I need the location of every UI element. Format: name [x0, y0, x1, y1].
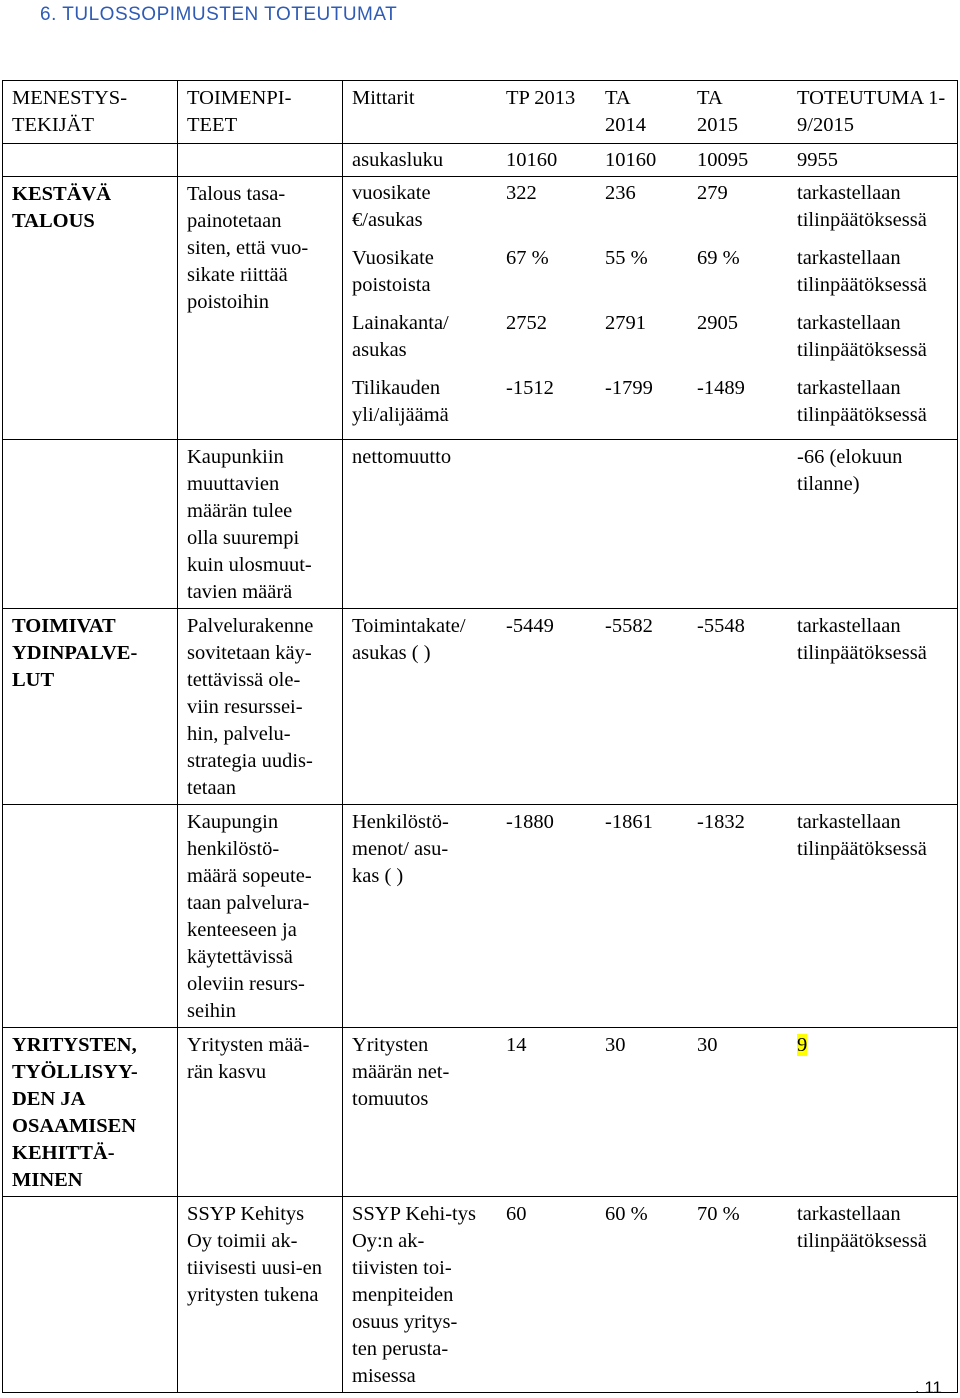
header-ta2015: TA 2015	[697, 87, 738, 136]
row-tp2013: -1512	[506, 377, 554, 399]
row-toteutuma: 9955	[797, 149, 838, 171]
row-tp2013: -1880	[506, 811, 554, 833]
table-row	[3, 1197, 958, 1393]
table-row	[3, 177, 958, 440]
row-ta2015: -5548	[697, 615, 745, 637]
highlighted-value: 9	[797, 1034, 808, 1056]
row-tp2013: 322	[506, 182, 537, 204]
header-toteutuma: TOTEUTUMA 1-9/2015	[797, 87, 946, 136]
section-heading: 6. TULOSSOPIMUSTEN TOTEUTUMAT	[40, 4, 398, 25]
row-toteutuma: tarkastellaan tilinpäätöksessä	[797, 377, 927, 426]
row-toteutuma: tarkastellaan tilinpäätöksessä	[797, 1203, 927, 1252]
row-toteutuma: tarkastellaan tilinpäätöksessä	[797, 312, 927, 361]
action-ssyp: SSYP Kehitys Oy toimii ak-tiivisesti uusi-en yritysten tukena	[178, 1197, 343, 1393]
table-row	[3, 144, 958, 177]
table-row	[3, 805, 958, 1028]
row-measure: Toimintakate/ asukas ( )	[352, 615, 466, 664]
row-ta2015: 10095	[697, 149, 749, 171]
row-ta2014: 55 %	[605, 247, 648, 269]
factor-toimivat-ydinpalvelut: TOIMIVAT YDINPALVE-LUT	[3, 609, 178, 805]
row-ta2014: -1799	[605, 377, 653, 399]
results-table	[2, 80, 958, 1393]
header-ta2014: TA 2014	[605, 87, 646, 136]
row-tp2013: 2752	[506, 312, 547, 334]
factor-yritysten-kehittaminen: YRITYSTEN, TYÖLLISYY-DEN JA OSAAMISEN KEHITTÄ-MINEN	[3, 1028, 178, 1197]
row-ta2014: -5582	[605, 615, 653, 637]
row-ta2015: 2905	[697, 312, 738, 334]
action-yritysten-kasvu: Yritysten mää-rän kasvu	[178, 1028, 343, 1197]
table-header-row	[3, 81, 958, 144]
row-tp2013: 67 %	[506, 247, 549, 269]
action-palvelurakenne: Palvelurakenne sovitetaan käy-tettävissä ole-viin resurssei-hin, palvelu-strategia uudis-tetaan	[178, 609, 343, 805]
row-ta2014: -1861	[605, 811, 653, 833]
row-ta2015: 70 %	[697, 1203, 740, 1225]
row-measure: Henkilöstö-menot/ asu-kas ( )	[352, 811, 449, 887]
action-talous: Talous tasa-painotetaan siten, että vuo-sikate riittää poistoihin	[178, 177, 343, 440]
row-tp2013: 10160	[506, 149, 558, 171]
row-measure: Lainakanta/ asukas	[352, 312, 449, 361]
row-measure: Yritysten määrän net-tomuutos	[352, 1034, 450, 1110]
row-ta2015: 30	[697, 1034, 718, 1056]
header-mittarit: Mittarit	[352, 87, 415, 109]
row-ta2015: 279	[697, 182, 728, 204]
row-measure: SSYP Kehi-tys Oy:n ak-tiivisten toi-menpiteiden osuus yritys-ten perusta-misessa	[352, 1203, 476, 1387]
row-measure: nettomuutto	[352, 446, 452, 468]
row-measure: Vuosikate poistoista	[352, 247, 434, 296]
page-number: . 11	[914, 1378, 942, 1397]
row-ta2014: 2791	[605, 312, 646, 334]
header-tp2013: TP 2013	[506, 87, 576, 109]
table-row	[3, 1028, 958, 1197]
row-ta2014: 60 %	[605, 1203, 648, 1225]
row-ta2015: -1832	[697, 811, 745, 833]
row-toteutuma: tarkastellaan tilinpäätöksessä	[797, 615, 927, 664]
table-row	[3, 440, 958, 609]
header-menestystekijat: MENESTYS-TEKIJÄT	[3, 81, 178, 144]
table-row	[3, 609, 958, 805]
row-ta2014	[605, 444, 697, 498]
row-toteutuma: tarkastellaan tilinpäätöksessä	[797, 182, 927, 231]
row-measure: asukasluku	[352, 149, 444, 171]
row-tp2013: 14	[506, 1034, 527, 1056]
action-henkilosto: Kaupungin henkilöstö-määrä sopeute-taan palvelura-kenteeseen ja käytettävissä oleviin resurs-seihin	[178, 805, 343, 1028]
row-toteutuma: -66 (elokuun tilanne)	[797, 446, 903, 495]
row-tp2013: 60	[506, 1203, 527, 1225]
row-toteutuma	[797, 1032, 949, 1113]
row-ta2014: 30	[605, 1034, 626, 1056]
row-tp2013	[506, 444, 605, 498]
row-toteutuma: tarkastellaan tilinpäätöksessä	[797, 811, 927, 860]
factor-kestava-talous: KESTÄVÄ TALOUS	[3, 177, 178, 440]
row-toteutuma: tarkastellaan tilinpäätöksessä	[797, 247, 927, 296]
row-tp2013: -5449	[506, 615, 554, 637]
row-ta2014: 236	[605, 182, 636, 204]
row-measure: vuosikate €/asukas	[352, 182, 431, 231]
header-toimenpiteet: TOIMENPI-TEET	[178, 81, 343, 144]
row-ta2015: -1489	[697, 377, 745, 399]
row-ta2014: 10160	[605, 149, 657, 171]
row-ta2015: 69 %	[697, 247, 740, 269]
row-measure: Tilikauden yli/alijäämä	[352, 377, 449, 426]
header-right-cell	[343, 81, 958, 144]
row-ta2015	[697, 444, 797, 498]
action-kaupunkiin: Kaupunkiin muuttavien määrän tulee olla suurempi kuin ulosmuut-tavien määrä	[178, 440, 343, 609]
